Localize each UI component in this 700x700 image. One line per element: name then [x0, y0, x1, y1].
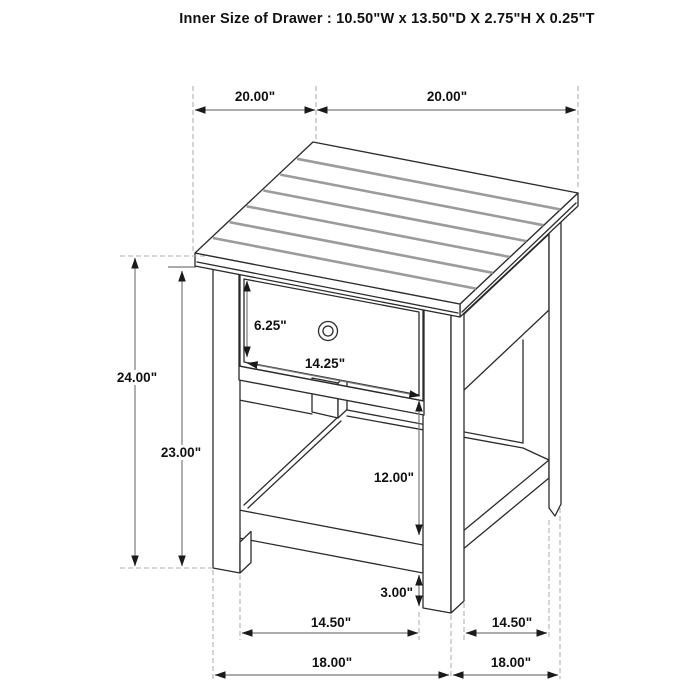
dim-label-side-leg-span: 14.50": [491, 615, 533, 630]
dim-label-drawer-height: 6.25": [254, 318, 287, 333]
front-right-leg: [423, 306, 451, 613]
drawing-title-text: Inner Size of Drawer : 10.50"W x 13.50"D X 2.75"H X 0.25"T: [179, 11, 595, 27]
dim-label-shelf-clearance: 12.00": [373, 470, 414, 485]
drawer-runner-left: [239, 400, 312, 414]
back-panel-bottom-edge: [523, 448, 549, 460]
drawer-knob: [319, 322, 338, 341]
dim-label-top-right: 20.00": [426, 89, 468, 104]
dim-label-front-base-width: 18.00": [311, 655, 353, 670]
dim-label-under-top-height: 23.00": [160, 445, 202, 460]
dim-label-top-left: 20.00": [234, 89, 276, 104]
dim-label-front-leg-span: 14.50": [310, 615, 352, 630]
dim-label-foot-height: 3.00": [380, 585, 413, 600]
dim-label-overall-height: 24.00": [116, 370, 158, 385]
dim-label-drawer-width: 14.25": [304, 356, 346, 371]
front-left-leg: [213, 266, 240, 573]
front-right-leg-side: [451, 299, 464, 613]
shelf-left-edge: [244, 418, 337, 505]
dim-label-side-base-depth: 18.00": [490, 655, 532, 670]
side-shelf-rail: [462, 460, 549, 550]
back-right-leg: [549, 219, 561, 516]
shelf-left-edge-inner: [248, 421, 341, 508]
shelf-front-rail: [239, 510, 423, 573]
